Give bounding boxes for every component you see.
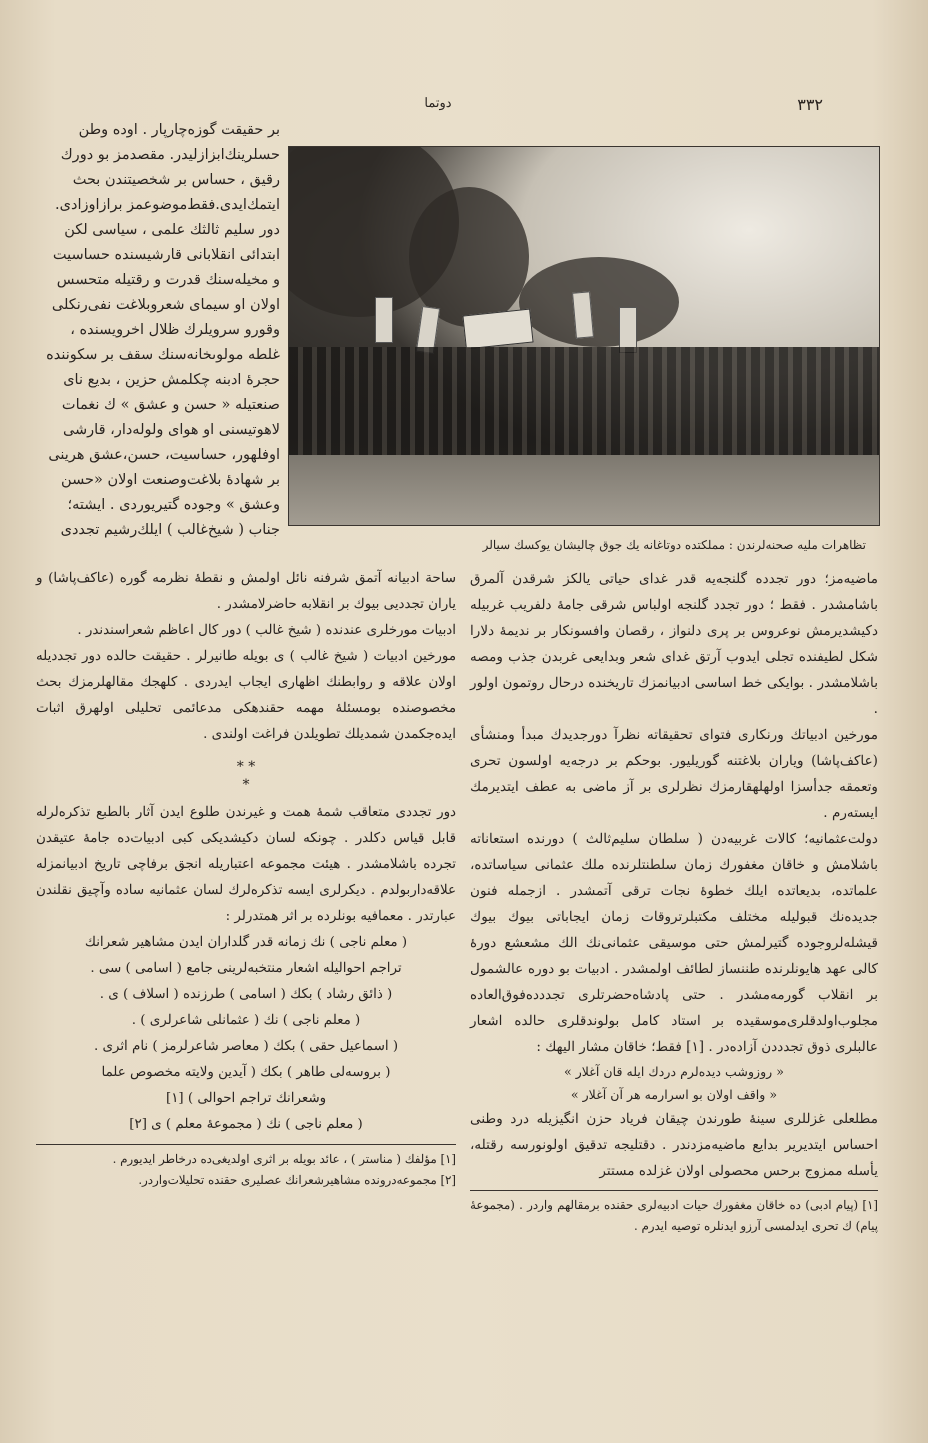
- paragraph: مورخين ادبيات ( شيخ غالب ) ى بويله طانيرلر . حقيقت حالده دور تجدديله اولان علاقه و روابطنك اظهارى ايجاب ايدردى . كلهجك مقالهلرمزك بحث مخصوصنده بومسئلهٔ مهمه حقندهكى مدعائمى تحليلى اولهرق اثبات ايده‌جكمدن شمديلك تطويلدن فراغت اولندى .: [36, 649, 456, 742]
- demonstration-photo: [288, 146, 880, 526]
- paragraph: دولت‌عثمانيه؛ كالات غربيه‌دن ( سلطان سليم‌ثالث ) دورنده استعاناته باشلامش و خاقان مغفورك زمان سلطنتلرنده ملك عثمانى سياساتده، علماتده، بديعاتده ايلك خطوهٔ نجات ترقى آتمشدر . ازجمله فنون جديده‌نك قبوليله مختلف مكتبلرتروقات زمان ايجاباتى بيوك بيوك قيشله‌لروجوده گتيرلمش حتى موسيقى عثمانى‌نك الك مشعشع دورهٔ كالى عهد هايونلرنده طننساز لطائف اولمشدر . ادبيات بو دوره عالشمول بر انقلاب گورمه‌مشدر . حتى پادشاه‌حضرتلرى تجددده‌فوق‌العاده مجلوب‌اولدقلرى‌موسقيده بر استاد كامل بولوندقلرى حالده اشعار عالبلرى ذوق تجدددن آزاده‌در . [١] فقط؛ خاقان مشار اليهك :: [470, 831, 878, 1055]
- paragraph: مورخين ادبياتك ورنكارى فتواى تحقيقاته نظرآ دورجديدك مبدأ ومنشأى (عاكف‌پاشا) وياران بلاغتنه گوريليور. بوحكم بر درجه‌يه اولسون تحرى وتعمقه جدأسزا اولهلهقارمزك نظرلرى بر آز ماضى به عطف ايتديرمك ايسته‌رم .: [470, 727, 878, 821]
- text-line: دور سليم ثالثك علمى ، سياسى لكن: [64, 222, 280, 238]
- crowd-shape: [289, 347, 879, 467]
- footnote-rule: [470, 1190, 878, 1191]
- text-line: صنعتيله « حسن و عشق » ك نغمات: [61, 397, 280, 413]
- paragraph: ماضيه‌مز؛ دور تجدده گلنجه‌يه قدر غداى حياتى يالكز شرقدن آلمرق باشامشدر . فقط ؛ دور تجدد گلنجه اولباس شرقى جامهٔ دلفريب غربيله دكيشديرمش نوعروس بر پرى دلنواز ، رقصان وافسونكار بر نديمهٔ دلارا شكل لطيفنده تجلى ايدوب آرتق غداى شعر وبدايعى غربدن جذب ومصه باشلامشدر . بوايكى خط اساسى ادبيانمزك تاريخنده درحال روتمون اولور .: [470, 571, 878, 717]
- list-item: ( اسماعيل حقى ) بكك ( معاصر شاعرلرمز ) نام اثرى .: [93, 1039, 399, 1054]
- footnote: [١] مؤلفك ( مناستر ) ، عائد بويله بر اثرى اولديغى‌ده درخاطر ايديورم .: [112, 1152, 456, 1166]
- text-line: اوفلهور، حساسيت، حسن،عشق هرينى: [48, 447, 280, 463]
- banner-shape: [462, 309, 533, 350]
- text-line: ايتمك‌ايدى.فقط‌موضوعمز برازاوزادى.: [55, 197, 280, 213]
- text-line: وعشق » وجوده گتيريوردى . ايشته؛: [67, 497, 280, 513]
- photo-caption: تظاهرات مليه صحنه‌لرندن : مملكتده دوتاغانه يك جوق چاليشان يوكسك سيالر: [482, 538, 866, 552]
- footnote: [١] (پيام ادبى) ده خاقان مغفورك حيات ادبيه‌لرى حقنده برمقالهم واردر . (مجموعهٔ پيام) ك تحرى ايدلمسى آرزو ايدنلره توصيه ايدرم .: [470, 1198, 878, 1233]
- list-item: ( معلم ناجى ) نك ( مجموعهٔ معلم ) ى [٢]: [129, 1117, 363, 1132]
- section-separator: * * *: [236, 759, 256, 793]
- ground-shape: [289, 455, 879, 525]
- paragraph: مطلعلى غزللرى سينهٔ طورندن چيقان فرياد حزن انگيزيله درد وطنى احساس ايتديرير بدايع ماضيه‌مزدندر . دقتليجه تدقيق اولونورسه رقتله، يأسله ممزوج برحس محصولى اولان غزلده مستتر: [470, 1111, 878, 1179]
- page-number: ۳۳۲: [797, 95, 823, 114]
- footnote: [٢] مجموعه‌درونده مشاهيرشعرانك عصليرى حقنده تحليلات‌واردر.: [138, 1173, 456, 1187]
- list-item: ( ذائق رشاد ) بكك ( اسامى ) طرزنده ( اسلاف ) ى .: [99, 987, 393, 1002]
- left-column: [36, 566, 456, 1191]
- flag-icon: [375, 297, 393, 343]
- list-item: ( بروسه‌لى طاهر ) بكك ( آيدين ولايته مخصوص علما: [101, 1065, 391, 1080]
- text-line: و مخيله‌سنك قدرت و رقتيله متحسس: [56, 272, 280, 288]
- text-line: ابتدائى انقلابانى قارشيسنده حساسيت: [52, 247, 280, 263]
- poem-line: « واقف اولان بو اسرارمه هر آن آغلار »: [570, 1087, 778, 1102]
- list-item: ( معلم ناجى ) نك ( عثمانلى شاعرلرى ) .: [131, 1013, 361, 1028]
- text-line: جناب ( شيخ‌غالب ) ايلك‌رشيم تجددى: [60, 522, 280, 538]
- paragraph: ادبيات مورخلرى عندنده ( شيخ غالب ) دور كال اعاظم شعراسندندر .: [77, 623, 456, 638]
- text-line: لاهوتيسنى او هواى ولوله‌دار، قارشى: [62, 422, 280, 438]
- running-title: دوتما: [424, 96, 452, 111]
- poem-line: « روزوشب ديده‌لرم دردك ايله قان آغلار »: [564, 1064, 784, 1079]
- text-line: وقورو سرويلرك ظلال اخرويسنده ،: [70, 322, 280, 338]
- text-line: غلطه مولوىخانه‌سنك سقف بر سكوننده: [46, 347, 280, 363]
- paragraph: ساحة ادبيانه آتمق شرفنه نائل اولمش و نقطهٔ نظرمه گوره (عاكف‌پاشا) و ياران تجدديى بيوك بر انقلابه حاضرلامشدر .: [36, 571, 456, 612]
- list-item: تراجم احواليله اشعار منتخبه‌لرينى جامع ( اسامى ) سى .: [90, 961, 402, 976]
- left-top-column: [36, 118, 280, 543]
- right-column: [470, 566, 878, 1237]
- list-item: ( معلم ناجى ) نك زمانه قدر گلداران ايدن مشاهير شعرانك: [84, 935, 408, 950]
- text-line: بر حقيقت گوزه‌چارپار . اوده وطن: [78, 122, 280, 138]
- text-line: بر شهادهٔ بلاغت‌وصنعت اولان «حسن: [61, 472, 280, 488]
- footnote-rule: [36, 1144, 456, 1145]
- text-line: حسلرينك‌ابزازليدر. مقصدمز بو دورك: [60, 147, 280, 163]
- text-line: رقيق ، حساس بر شخصيتندن بحث: [72, 172, 280, 188]
- text-line: حجرهٔ ادبنه چكلمش حزين ، بديع ناى: [63, 372, 280, 388]
- paragraph: دور تجددى متعاقب شمهٔ همت و غيرندن طلوع ايدن آثار بالطبع تذكره‌لرله قابل قياس دكلدر . چونكه لسان دكيشديكى كبى ادبيات‌ده جامهٔ عتيقدن تجرده باشلامشدر . هيئت مجموعه اعتباريله انجق برفاچى تاريخ ادبيانمزله علاقه‌داربولدم . ديكرلرى ايسه تذكره‌لرك لسان عثمانيه ساده وآچيق نقلندن عبارتدر . معمافيه بونلرده بر اثر همتدرلر :: [36, 805, 456, 924]
- tree-shape: [519, 257, 679, 347]
- text-line: اولان او سيماى شعروبلاغت نفى‌رنكلى: [51, 297, 280, 313]
- list-item: وشعرانك تراجم احوالى ) [١]: [165, 1091, 327, 1106]
